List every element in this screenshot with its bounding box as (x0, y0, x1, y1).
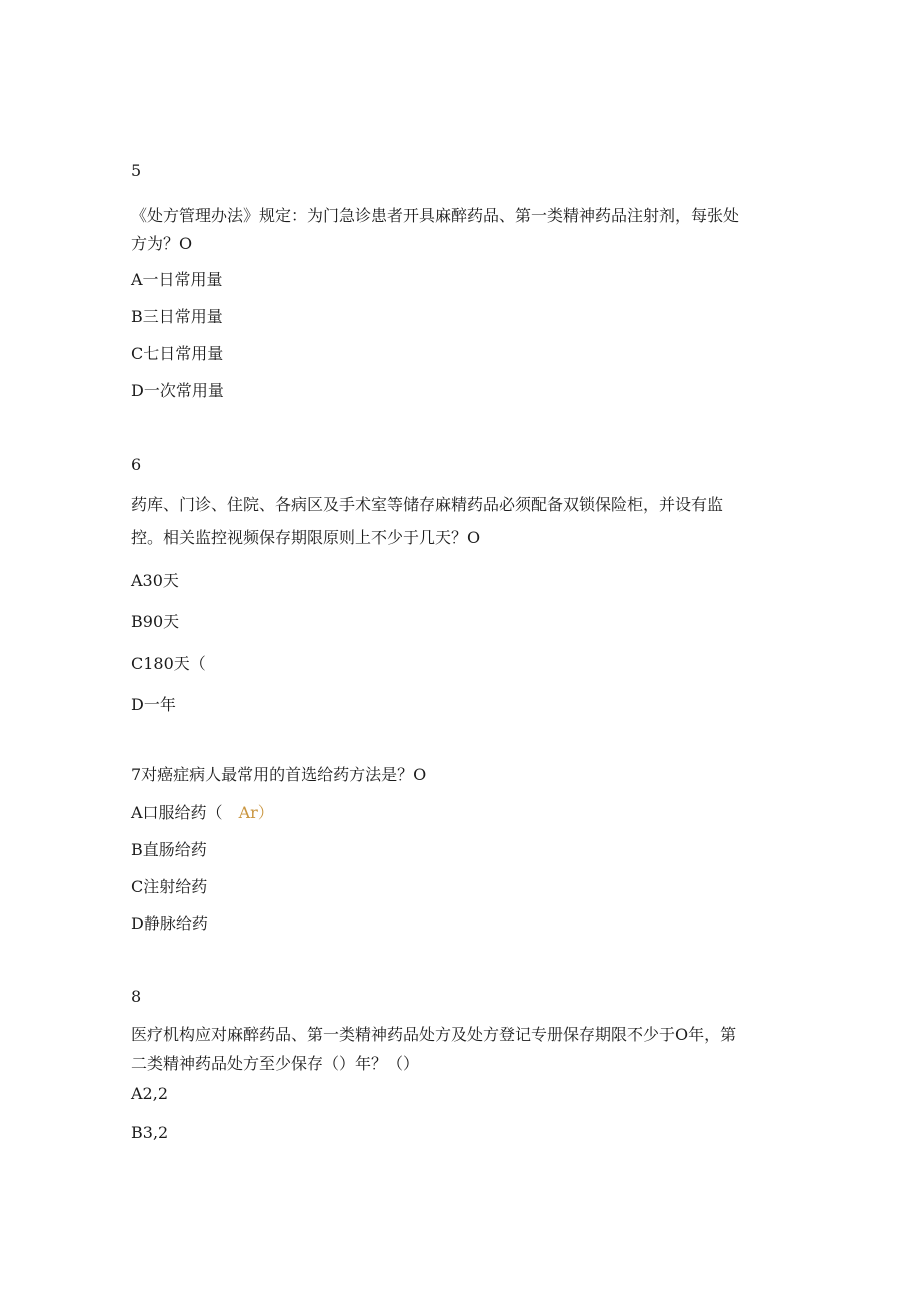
question-6-number: 6 (131, 455, 142, 474)
question-6-option-b: B90天 (131, 612, 180, 631)
question-8-stem-line2: 二类精神药品处方至少保存（）年？（） (131, 1054, 420, 1073)
question-8-option-a: A2,2 (131, 1084, 168, 1103)
question-8-option-b: B3,2 (131, 1123, 169, 1142)
question-5-option-a: A一日常用量 (131, 270, 223, 289)
question-5-option-b: B三日常用量 (131, 307, 223, 326)
question-6-stem-line1: 药库、门诊、住院、各病区及手术室等储存麻精药品必须配备双锁保险柜，并设有监 (131, 495, 724, 514)
question-6-option-a: A30天 (131, 571, 179, 590)
question-7-option-c: C注射给药 (131, 877, 208, 896)
question-6-option-d: D一年 (131, 695, 176, 714)
question-5-stem-line2: 方为？O (131, 234, 193, 253)
question-7-option-d: D静脉给药 (131, 914, 208, 933)
question-8-number: 8 (131, 987, 142, 1006)
question-7-option-b: B直肠给药 (131, 840, 207, 859)
question-5-stem-line1: 《处方管理办法》规定：为门急诊患者开具麻醉药品、第一类精神药品注射剂，每张处 (131, 206, 740, 225)
question-5-option-c: C七日常用量 (131, 344, 224, 363)
question-5-number: 5 (131, 161, 142, 180)
question-6-stem-line2: 控。相关监控视频保存期限原则上不少于几天？O (131, 528, 481, 547)
question-7-option-a (131, 803, 274, 823)
question-6-option-c: C180天（ (131, 654, 206, 673)
question-7-answer-hint: Ar） (238, 803, 274, 822)
question-5-option-d: D一次常用量 (131, 381, 224, 400)
question-7-option-a-text: A口服给药（ (131, 803, 223, 822)
question-7-stem: 7对癌症病人最常用的首选给药方法是？O (131, 765, 427, 784)
question-8-stem-line1: 医疗机构应对麻醉药品、第一类精神药品处方及处方登记专册保存期限不少于O年，第 (131, 1025, 737, 1044)
